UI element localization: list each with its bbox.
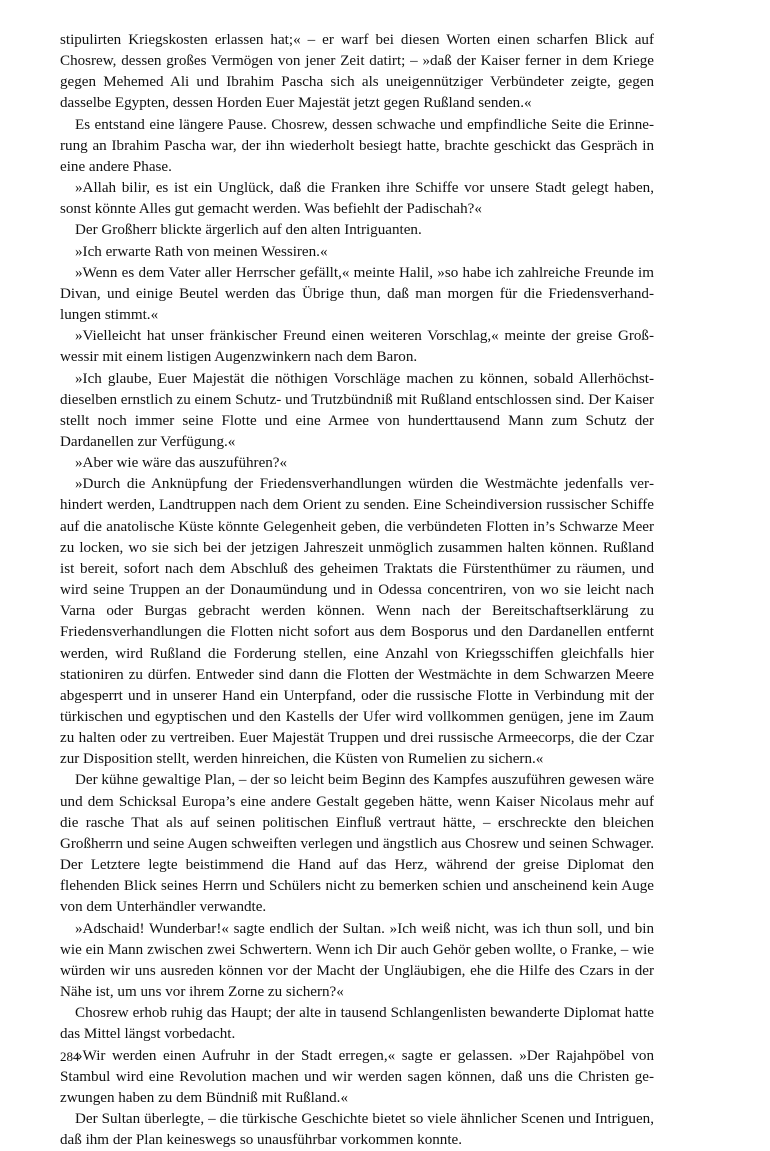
paragraph: »Durch die Anknüpfung der Friedensverhandlungen würden die Westmächte jedenfalls verhindert werden, Landtruppen nach dem Orient zu senden. Eine Scheindiversion russischer Schiffe auf die anatolische Küste könnte Gelegenheit geben, die verbündeten Flotten in’s Schwarze Meer zu locken, wo sie sich bei der jetzigen Jahreszeit unmöglich zusammen halten können. Rußland ist bereit, sofort nach dem Abschluß des geheimen Traktats die Fürstenthümer zu räumen, und wird seine Truppen an der Donaumündung und in Odessa concentriren, von wo sie leicht nach Varna oder Burgas gebracht werden können. Wenn nach der Bereitschaftserklärung zu Friedensverhandlungen die Flotten nicht sofort aus dem Bosporus und den Dardanellen entfernt werden, wird Rußland die Forderung stellen, eine Anzahl von Kriegsschiffen gleichfalls hier stationiren zu dürfen. Entweder sind dann die Flotten der Westmächte in dem Schwarzen Meere abgesperrt und in unserer Hand ein Unterpfand, oder die russische Flotte in Verbindung mit der türkischen und egyptischen und den Kastells der Ufer wird vollkommen genügen, jene im Zaum zu halten oder zu vertreiben. Euer Majestät Truppen und drei russische Armeecorps, die der Czar zur Disposition stellt, werden hinreichen, die Küsten von Rumelien zu sichern.« [60,476,654,768]
paragraph: »Adschaid! Wunderbar!« sagte endlich der Sultan. »Ich weiß nicht, was ich thun soll, und bin wie ein Mann zwischen zwei Schwertern. Wenn ich Dir auch Gehör geben wollte, o Franke, – wie würden wir uns ausreden können vor der Macht der Ungläubigen, ehe die Hilfe des Czars in der Nähe ist, um uns vor ihrem Zorne zu sichern?« [60,920,654,1001]
paragraph: Chosrew erhob ruhig das Haupt; der alte in tausend Schlangenlisten bewanderte Diplomat hatte das Mittel längst vorbedacht. [60,1005,654,1043]
paragraph: »Aber wie wäre das auszuführen?« [75,455,288,472]
paragraph: Der Großherr blickte ärgerlich auf den alten Intriguanten. [75,222,422,239]
paragraph: »Allah bilir, es ist ein Unglück, daß die Franken ihre Schiffe vor unsere Stadt gelegt haben, sonst könnte Alles gut gemacht werden. Was befiehlt der Padischah?« [60,180,654,218]
paragraph: »Ich glaube, Euer Majestät die nöthigen Vorschläge machen zu können, sobald Allerhöchstdieselben ernstlich zu einem Schutz- und Trutzbündniß mit Rußland entschlossen sind. Der Kaiser stellt noch immer seine Flotte und eine Armee von hunderttausend Mann zum Schutz der Dardanellen zur Verfügung.« [60,370,655,450]
paragraph: »Wir werden einen Aufruhr in der Stadt erregen,« sagte er gelassen. »Der Rajahpöbel von Stambul wird eine Revolution machen und wir werden sagen können, daß uns die Christen gezwungen haben zu dem Bündniß mit Rußland.« [60,1047,654,1106]
paragraph: Der kühne gewaltige Plan, – der so leicht beim Beginn des Kampfes auszuführen gewesen wäre und dem Schicksal Europa’s eine andere Gestalt gegeben hätte, wenn Kaiser Nicolaus mehr auf die rasche That als auf seinen politischen Einfluß vertraut hätte, – erschreckte den bleichen Großherrn und seine Augen schweiften verlegen und ängstlich aus Chosrew und seinen Schwager. Der Letztere legte beistimmend die Hand auf das Herz, während der greise Diplomat den flehenden Blick seines Herrn und Schülers nicht zu bemerken schien und anscheinend kein Auge von dem Unterhändler verwandte. [60,772,654,916]
page-body [60,30,654,1151]
paragraph: Der Sultan überlegte, – die türkische Geschichte bietet so viele ähnlicher Scenen und Intriguen, daß ihm der Plan keineswegs so unausführbar vorkommen konnte. [60,1110,654,1149]
paragraph: »Vielleicht hat unser fränkischer Freund einen weiteren Vorschlag,« meinte der greise Großwessir mit einem listigen Augenzwinkern nach dem Baron. [60,328,654,366]
paragraph: Es entstand eine längere Pause. Chosrew, dessen schwache und empfindliche Seite die Erinnerung an Ibrahim Pascha war, der ihn wiederholt besiegt hatte, brachte geschickt das Gespräch in eine andere Phase. [60,116,654,175]
paragraph: »Ich erwarte Rath von meinen Wessiren.« [75,243,328,260]
paragraph: »Wenn es dem Vater aller Herrscher gefällt,« meinte Halil, »so habe ich zahlreiche Freunde im Divan, und einige Beutel werden das Übrige thun, daß man morgen für die Friedensverhandlungen stimmt.« [60,264,654,324]
page-number: 284 [60,1049,80,1064]
paragraph: stipulirten Kriegskosten erlassen hat;« – er warf bei diesen Worten einen scharfen Blick auf Chosrew, dessen großes Vermögen von jener Zeit datirt; – »daß der Kaiser ferner in dem Kriege gegen Mehemed Ali und Ibrahim Pascha sich als uneigennütziger Verbündeter zeigte, gegen dasselbe Egypten, dessen Horden Euer Majestät jetzt gegen Rußland senden.« [60,32,654,112]
